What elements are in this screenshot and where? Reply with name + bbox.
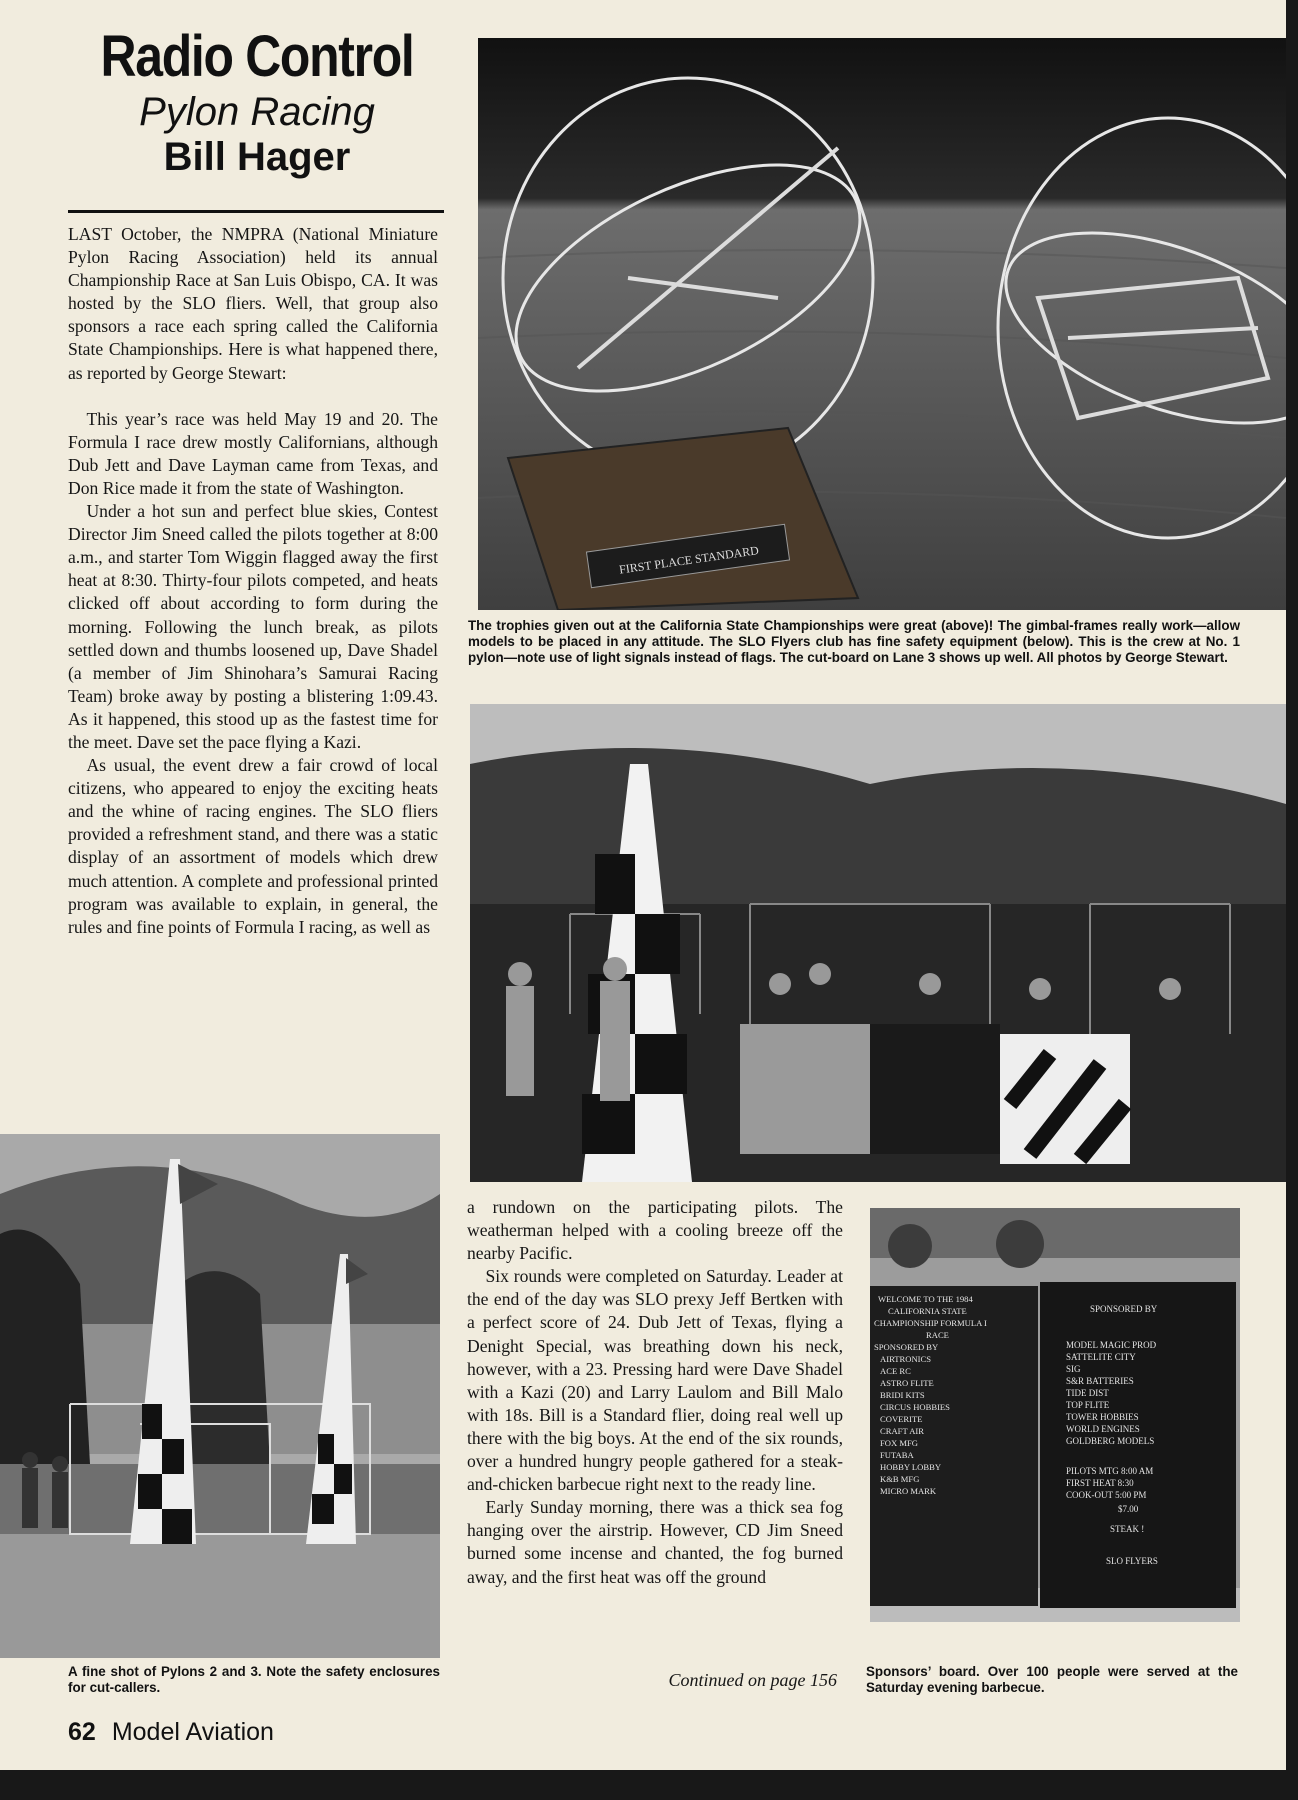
author-name: Bill Hager [163,135,351,179]
caption-trophies: The trophies given out at the California State Championships were great (above)! The gimbal-frames really work—allow models to be placed in any attitude. The SLO Flyers club has fine safety equipment (below). This is the crew at No. 1 pylon—note use of light signals instead of flags. The cut-board on Lane 3 shows up well. All photos by George Stewart. [468,618,1240,666]
board-line: ACE RC [880,1366,911,1376]
board-line: TIDE DIST [1066,1388,1109,1398]
board-line: WELCOME TO THE 1984 [878,1294,973,1304]
board-line: $7.00 [1118,1504,1139,1514]
board-line: COVERITE [880,1414,923,1424]
board-line: FIRST HEAT 8:30 [1066,1478,1134,1488]
board-line: COOK-OUT 5:00 PM [1066,1490,1147,1500]
photo-pylon-crew [470,704,1286,1182]
board-line: SLO FLYERS [1106,1556,1158,1566]
board-line: MICRO MARK [880,1486,937,1496]
article-column-2 [467,1196,843,1589]
board-line: FUTABA [880,1450,914,1460]
pylon-crew-image [470,704,1286,1182]
caption-sponsors: Sponsors’ board. Over 100 people were served at the Saturday evening barbecue. [866,1664,1238,1696]
board-line: RACE [926,1330,949,1340]
board-line: S&R BATTERIES [1066,1376,1134,1386]
magazine-name: Model Aviation [111,1718,274,1746]
continued-line: Continued on page 156 [668,1670,837,1690]
column-subtitle: Pylon Racing [139,90,375,134]
paragraph: Under a hot sun and perfect blue skies, Contest Director Jim Sneed called the pilots together at 8:00 a.m., and starter Tom Wiggin flagged away the first heat at 8:30. Thirty-four pilots competed, and heats clicked off about according to form during the morning. Following the lunch break, as pilots settled down and thumbs loosened up, Dave Shadel (a member of Jim Shinohara’s Samurai Racing Team) broke away by posting a blistering 1:09.43. As it happened, this stood up as the fastest time for the meet. Dave set the pace flying a Kazi. [68,501,438,752]
board-line: SPONSORED BY [874,1342,938,1352]
board-line: MODEL MAGIC PROD [1066,1340,1157,1350]
scan-edge-right [1286,0,1298,1800]
board-line: CALIFORNIA STATE [888,1306,967,1316]
board-line: TOWER HOBBIES [1066,1412,1139,1422]
plaque-text: FIRST PLACE STANDARD [618,543,760,577]
board-line: ASTRO FLITE [880,1378,934,1388]
scan-edge-bottom [0,1770,1298,1800]
board-line: SATTELITE CITY [1066,1352,1136,1362]
paragraph: As usual, the event drew a fair crowd of local citizens, who appeared to enjoy the exciting heats and the whine of racing engines. The SLO fliers provided a refreshment stand, and there was a static display of an assortment of models which drew much attention. A complete and professional printed program was available to explain, in general, the rules and fine points of Formula I racing, as well as [68,755,438,937]
board-line: K&B MFG [880,1474,920,1484]
page-number: 62 [68,1718,96,1746]
photo-sponsors-board [870,1208,1240,1622]
board-line: CIRCUS HOBBIES [880,1402,950,1412]
board-line: CRAFT AIR [880,1426,925,1436]
caption-pylons: A fine shot of Pylons 2 and 3. Note the safety enclosures for cut-callers. [68,1664,440,1696]
masthead-rule [68,210,444,213]
photo-trophies [478,38,1286,610]
board-line: SIG [1066,1364,1081,1374]
board-line: SPONSORED BY [1090,1304,1157,1314]
board-line: FOX MFG [880,1438,918,1448]
trophy-image [478,38,1286,610]
board-line: GOLDBERG MODELS [1066,1436,1155,1446]
sponsor-board-image [870,1208,1240,1622]
board-line: WORLD ENGINES [1066,1424,1140,1434]
paragraph: a rundown on the participating pilots. The weatherman helped with a cooling breeze off the nearby Pacific. [467,1197,843,1264]
board-line: AIRTRONICS [880,1354,932,1364]
column-title: Radio Control [100,24,414,89]
page-footer [68,1718,274,1747]
board-line: TOP FLITE [1066,1400,1110,1410]
pylons-image [0,1134,440,1658]
board-line: STEAK ! [1110,1524,1145,1534]
board-line: HOBBY LOBBY [880,1462,941,1472]
photo-pylons-2-3 [0,1134,440,1658]
board-line: BRIDI KITS [880,1390,925,1400]
masthead [68,24,446,180]
article-column-1 [68,223,438,939]
paragraph: Early Sunday morning, there was a thick sea fog hanging over the airstrip. However, CD Jim Sneed burned some incense and chanted, the fog burned away, and the first heat was off the ground [467,1497,843,1587]
paragraph: LAST October, the NMPRA (National Miniature Pylon Racing Association) held its annual Championship Race at San Luis Obispo, CA. It was hosted by the SLO fliers. Well, that group also sponsors a race each spring called the California State Championships. Here is what happened there, as reported by George Stewart: [68,224,438,383]
board-line: CHAMPIONSHIP FORMULA I [874,1318,987,1328]
paragraph: Six rounds were completed on Saturday. Leader at the end of the day was SLO prexy Jeff Bertken with a perfect score of 24. Dub Jett of Texas, flying a Denight Special, was breathing down his neck, however, with a 23. Pressing hard were Dave Shadel with a Kazi (20) and Larry Laulom and Bill Malo with 18s. Bill is a Standard flier, doing real well up there with the big boys. At the end of the six rounds, over a hundred hungry people gathered for a steak-and-chicken barbecue right next to the ready line. [467,1266,843,1495]
board-line: PILOTS MTG 8:00 AM [1066,1466,1154,1476]
paragraph: This year’s race was held May 19 and 20. The Formula I race drew mostly Californians, although Dub Jett and Dave Layman came from Texas, and Don Rice made it from the state of Washington. [68,408,438,498]
